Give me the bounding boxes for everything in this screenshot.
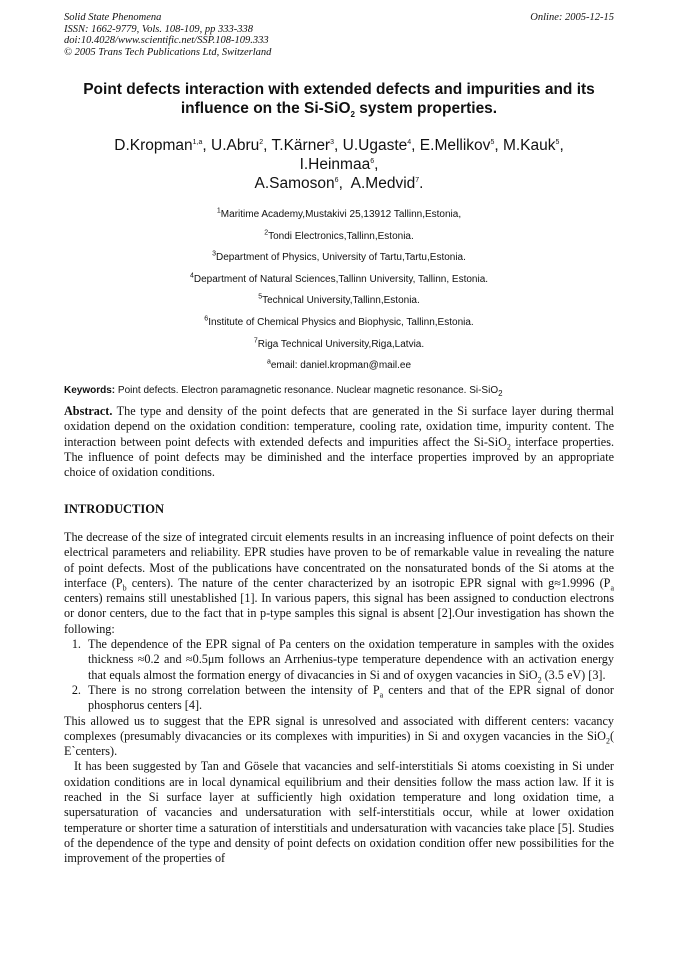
introduction-body: [64, 530, 614, 867]
doi-line: doi:10.4028/www.scientific.net/SSP.108-109.333: [64, 35, 269, 46]
author-name: D.Kropman: [114, 137, 193, 154]
author-name: U.Ugaste: [342, 137, 408, 154]
copyright-line: © 2005 Trans Tech Publications Ltd, Switzerland: [64, 46, 272, 58]
title-line-2: influence on the Si-SiO$_2$ system properties.: [180, 100, 498, 120]
author-name: I.Heinmaa: [299, 156, 371, 173]
author-line-3: A.Samoson$^6$, A.Medvid$^7$.: [254, 175, 424, 192]
affiliation: $^1$Maritime Academy,Mustakivi 25,13912 Tallinn,Estonia,: [216, 207, 462, 220]
list-item: 1. The dependence of the EPR signal of Pa centers on the oxidation temperature in samples with the oxides thickness ≈0.2 and ≈0.5μm follows an Arrhenius-type temperature dependence with an activation energy that equals almost the formation energy of divacancies in Si and of oxygen vacancies in SiO$_2$ (3.5 eV) [3].: [84, 637, 614, 683]
affiliation: $^5$Technical University,Tallinn,Estonia.: [258, 294, 420, 307]
author-line-2: I.Heinmaa$^6$,: [299, 156, 379, 173]
author-list: [64, 136, 614, 193]
author-name: A.Medvid: [350, 175, 416, 192]
affiliation: $^3$Department of Physics, University of Tartu,Tartu,Estonia.: [212, 250, 466, 264]
findings-list: [64, 637, 614, 713]
author-line-1: D.Kropman$^{1,a}$, U.Abru$^2$, T.Kärner$^3$, U.Ugaste$^4$, E.Mellikov$^5$, M.Kauk$^5$,: [114, 137, 564, 154]
section-heading: INTRODUCTION: [64, 502, 165, 516]
running-header: [64, 12, 271, 58]
author-name: A.Samoson: [254, 175, 335, 192]
journal-name: Solid State Phenomena: [64, 12, 162, 23]
issn-line: ISSN: 1662-9779, Vols. 108-109, pp 333-338: [64, 23, 253, 35]
abstract-label: Abstract.: [64, 404, 113, 418]
author-name: E.Mellikov: [419, 137, 491, 154]
author-name: T.Kärner: [271, 137, 331, 154]
paragraph: It has been suggested by Tan and Gösele that vacancies and self-interstitials Si atoms coexisting in Si under oxidation conditions are in local dynamical equilibrium and their densities follow the mass action law. If it is reached in the Si surface layer at sufficiently high oxidation temperature and long oxidation time, a supersaturation of vacancies and undersaturation with self-interstitials occur, while at lower oxidation temperature or shorter time a saturation of interstitials and undersaturation with vacancies take place [5]. Studies of the dependence of the type and density of point defects on oxidation condition offer new possibilities for the improvement of the properties of: [64, 759, 614, 866]
online-date: Online: 2005-12-15: [530, 12, 614, 23]
paragraph: This allowed us to suggest that the EPR signal is unresolved and associated with different centers: vacancy complexes (presumably divacancies or its complexes with impurities) in Si and oxygen vacancies in the SiO$_2$( E`centers).: [64, 713, 614, 759]
affiliation: $^6$Institute of Chemical Physics and Biophysic, Tallinn,Estonia.: [204, 315, 474, 328]
keywords: Keywords: Point defects. Electron paramagnetic resonance. Nuclear magnetic resonance. Si-SiO$_2$: [64, 385, 503, 398]
keywords-label: Keywords:: [64, 385, 116, 396]
title-line-1: Point defects interaction with extended defects and impurities and its: [83, 81, 595, 98]
list-item: 2. There is no strong correlation between the intensity of $P_a$ centers and that of the EPR signal of donor phosphorus centers [4].: [84, 683, 614, 714]
paragraph: The decrease of the size of integrated circuit elements results in an increasing influence of point defects on their electrical parameters and reliability. EPR studies have proven to be of remarkable value in revealing the nature of point defects. Most of the publications have concentrated on the nonsaturated bonds of the Si atoms at the interface ($P_b$ centers). The nature of the center characterized by an isotropic EPR signal with g≈1.9996 ($P_a$ centers) remains still unestablished [1]. In various papers, this signal has been assigned to conduction electrons or donor centers, due to the fact that in p-type samples this signal is absent [2].Our investigation has shown the following:: [64, 530, 614, 636]
affiliation: $^4$Department of Natural Sciences,Tallinn University, Tallinn, Estonia.: [189, 272, 489, 285]
affiliation: $^7$Riga Technical University,Riga,Latvia.: [253, 337, 425, 350]
abstract: Abstract. The type and density of the point defects that are generated in the Si surface layer during thermal oxidation depend on the oxidation condition: temperature, cooling rate, oxidation time, impurity content. The interaction between point defects with extended defects and impurities affect the Si-SiO$_2$ interface properties. The influence of point defects may be diminished and the interface properties improved by an appropriate choice of oxidation conditions.: [64, 404, 614, 480]
affiliations: [64, 204, 614, 377]
paper-title: [64, 80, 614, 118]
contact-email[interactable]: $^a$email: daniel.kropman@mail.ee: [266, 358, 412, 372]
affiliation: $^2$Tondi Electronics,Tallinn,Estonia.: [264, 229, 414, 242]
author-name: U.Abru: [211, 137, 260, 154]
author-name: M.Kauk: [502, 137, 556, 154]
